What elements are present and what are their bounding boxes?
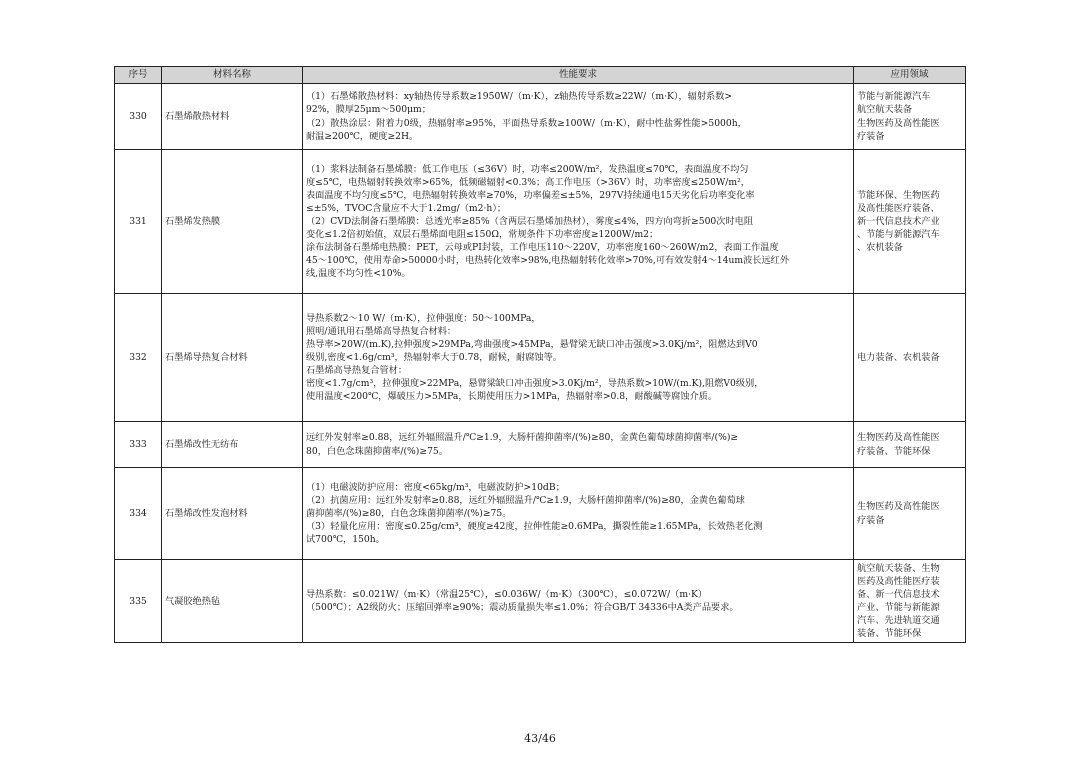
requirement-line: 石墨烯高导热复合管材： — [306, 365, 408, 377]
requirement-line: （2）抗菌应用：远红外发射率≥0.88，远红外辐照温升/℃≥1.9，大肠杆菌抑菌率/(%)≥80，金黄色葡萄球 — [306, 494, 745, 506]
application-line: 生物医药及高性能医 — [857, 501, 940, 513]
application-line: 及高性能医疗装备、 — [857, 202, 940, 214]
requirement-line: 菌抑菌率/(%)≥80，白色念珠菌抑菌率/(%)≥75。 — [306, 507, 512, 519]
header-performance-requirements: 性能要求 — [303, 67, 854, 84]
requirement-line: 变化≤1.2倍初始值，双层石墨烯面电阻≤150Ω，常规条件下功率密度≥1200W/m2； — [306, 229, 659, 241]
header-application-field: 应用领域 — [854, 67, 966, 84]
row-performance-requirements — [303, 294, 854, 422]
row-serial-number: 330 — [115, 84, 162, 150]
application-line: 新一代信息技术产业 — [857, 215, 940, 227]
table-row — [115, 84, 966, 150]
application-line: 备、新一代信息技术 — [857, 589, 940, 601]
table-row — [115, 468, 966, 560]
requirement-line: （500℃）；A2级防火；压缩回弹率≥90%；震动质量损失率≤1.0%；符合GB/T 34336中A类产品要求。 — [306, 602, 739, 614]
requirement-line: （1）浆料法制备石墨烯膜：低工作电压（≤36V）时，功率≤200W/m²，发热温度≤70℃，表面温度不均匀 — [306, 163, 749, 175]
application-line: 航空航天装备 — [857, 104, 913, 116]
requirement-line: 度≤5℃，电热辐射转换效率>65%，低频磁辐射<0.3%；高工作电压（>36V）时，功率密度≤250W/m²， — [306, 176, 750, 188]
header-material-name: 材料名称 — [162, 67, 303, 84]
row-material-name: 石墨烯改性无纺布 — [162, 422, 303, 468]
requirement-line: 80，白色念珠菌抑菌率/(%)≥75。 — [306, 445, 448, 457]
application-line: 电力装备、农机装备 — [857, 351, 940, 363]
requirement-line: 导热系数：≤0.021W/（m·K）（常温25℃），≤0.036W/（m·K）（300℃），≤0.072W/（m·K） — [306, 589, 708, 601]
requirement-line: （3）轻量化应用：密度≤0.25g/cm³，硬度≥42度，拉伸性能≥0.6MPa，撕裂性能≥1.65MPa，长效热老化测 — [306, 521, 763, 533]
requirement-line: 导热系数2～10 W/（m·K），拉伸强度：50～100MPa， — [306, 312, 541, 324]
row-application-field — [854, 294, 966, 422]
table-row — [115, 150, 966, 294]
requirement-line: （2）CVD法制备石墨烯膜：总透光率≥85%（含两层石墨烯加热材），雾度≤4%，四方向弯折≥500次时电阻 — [306, 215, 754, 227]
row-application-field — [854, 422, 966, 468]
material-requirements-table — [114, 66, 966, 643]
row-serial-number: 335 — [115, 560, 162, 643]
row-material-name: 石墨烯发热膜 — [162, 150, 303, 294]
requirement-line: 照明/通讯用石墨烯高导热复合材料： — [306, 325, 457, 337]
requirement-line: （1）石墨烯散热材料：xy轴热传导系数≥1950W/（m·K），z轴热传导系数≥22W/（m·K），辐射系数> — [306, 91, 733, 103]
row-application-field — [854, 468, 966, 560]
application-line: 生物医药及高性能医 — [857, 432, 940, 444]
application-line: 汽车、先进轨道交通 — [857, 615, 940, 627]
requirement-line: 表面温度不均匀度≤5℃，电热辐射转换效率≥70%，功率偏差≤±5%，297V持续通电15天劣化后功率变化率 — [306, 189, 755, 201]
requirement-line: ≤±5%，TVOC含量应不大于1.2mg/（m2·h）； — [306, 202, 507, 214]
application-line: 疗装备 — [857, 514, 885, 526]
row-material-name: 气凝胶绝热毡 — [162, 560, 303, 643]
requirement-line: （2）散热涂层：附着力0级，热辐射率≥95%，平面热导系数≥100W/（m·K），耐中性盐雾性能>5000h， — [306, 117, 747, 129]
table-row — [115, 422, 966, 468]
row-serial-number: 333 — [115, 422, 162, 468]
requirement-line: 远红外发射率≥0.88，远红外辐照温升/℃≥1.9，大肠杆菌抑菌率/(%)≥80，金黄色葡萄球菌抑菌率/(%)≥ — [306, 432, 739, 444]
header-serial-number: 序号 — [115, 67, 162, 84]
application-line: 产业、节能与新能源 — [857, 602, 940, 614]
row-application-field — [854, 560, 966, 643]
application-line: 疗装备、节能环保 — [857, 445, 931, 457]
requirement-line: 耐温≥200℃，硬度≥2H。 — [306, 130, 419, 142]
application-line: 装备、节能环保 — [857, 628, 922, 640]
row-performance-requirements — [303, 468, 854, 560]
table-row — [115, 560, 966, 643]
application-line: 医药及高性能医疗装 — [857, 576, 940, 588]
requirement-line: 线,温度不均匀性<10%。 — [306, 268, 411, 280]
requirement-line: 热导率>20W/(m.K),拉伸强度>29MPa,弯曲强度>45MPa，悬臂梁无缺口冲击强度>3.0Kj/m²，阻燃达到V0 — [306, 338, 758, 350]
row-application-field — [854, 150, 966, 294]
requirement-line: 92%，膜厚25μm～500μm； — [306, 104, 431, 116]
application-line: 航空航天装备、生物 — [857, 563, 940, 574]
table-header-row — [115, 67, 966, 84]
application-line: 疗装备 — [857, 130, 885, 142]
requirement-line: 试700℃，150h。 — [306, 534, 385, 546]
row-serial-number: 331 — [115, 150, 162, 294]
row-serial-number: 332 — [115, 294, 162, 422]
requirement-line: 密度<1.7g/cm³，拉伸强度>22MPa，悬臂梁缺口冲击强度>3.0Kj/m²，导热系数>10W/(m.K),阻燃V0级别， — [306, 378, 764, 390]
application-line: 、节能与新能源汽车 — [857, 229, 940, 241]
application-line: 节能与新能源汽车 — [857, 91, 931, 103]
requirement-line: 45～100℃，使用寿命>50000小时，电热转化效率>98%,电热辐射转化效率>70%,可有效发射4～14um波长远红外 — [306, 255, 790, 267]
requirement-line: 级别,密度<1.6g/cm³，热辐射率大于0.78，耐候，耐腐蚀等。 — [306, 351, 562, 363]
requirement-line: 涂布法制备石墨烯电热膜：PET，云母或PI封装，工作电压110～220V，功率密度160～260W/m2，表面工作温度 — [306, 242, 779, 254]
row-serial-number: 334 — [115, 468, 162, 560]
row-performance-requirements — [303, 150, 854, 294]
table-row — [115, 294, 966, 422]
row-performance-requirements — [303, 560, 854, 643]
row-performance-requirements — [303, 422, 854, 468]
application-line: 节能环保、生物医药 — [857, 189, 940, 201]
row-material-name: 石墨烯导热复合材料 — [162, 294, 303, 422]
requirement-line: （1）电磁波防护应用：密度<65kg/m³，电磁波防护>10dB； — [306, 481, 565, 493]
row-performance-requirements — [303, 84, 854, 150]
requirement-line: 使用温度<200℃，爆破压力>5MPa，长期使用压力>1MPa，热辐射率>0.8，耐酸碱等腐蚀介质。 — [306, 391, 718, 403]
application-line: 、农机装备 — [857, 242, 903, 254]
row-material-name: 石墨烯散热材料 — [162, 84, 303, 150]
page-number: 43/46 — [524, 732, 556, 745]
row-application-field — [854, 84, 966, 150]
row-material-name: 石墨烯改性发泡材料 — [162, 468, 303, 560]
application-line: 生物医药及高性能医 — [857, 117, 940, 129]
